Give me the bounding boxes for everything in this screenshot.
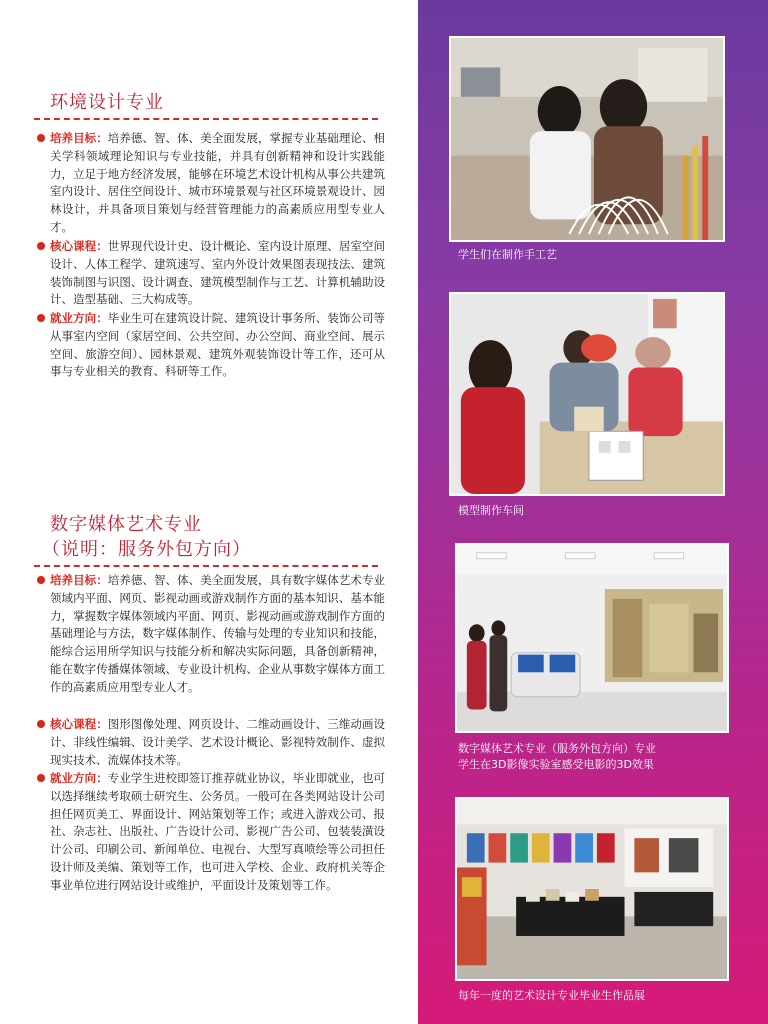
- career-label: 就业方向：: [50, 771, 108, 785]
- dashed-divider: [34, 118, 378, 120]
- goal-text: 培养德、智、体、美全面发展，具有数字媒体艺术专业领域内平面、网页、影视动画或游戏制作方面的基本知识、基本能力，掌握数字媒体领域内平面、网页、影视动画或游戏制作方面的基础理论与方法，数字媒体制作、传输与处理的专业知识和技能，能综合运用所学知识与技能分析和解决实际问题，具备创新精神，能在数字传播媒体领域、专业设计机构、企业从事数字媒体方面工作的高素质应用型专业人才。: [50, 573, 386, 694]
- career-text: 毕业生可在建筑设计院、建筑设计事务所、装饰公司等从事室内空间（家居空间、公共空间、办公空间、商业空间、展示空间、旅游空间）、园林景观、建筑外观装饰设计等工作，还可从事与专业相关的教育、科研等工作。: [50, 311, 386, 379]
- dashed-divider: [34, 565, 378, 567]
- bullet-dot: [37, 576, 45, 584]
- photo-3d-lab-image: [457, 545, 727, 731]
- career-label: 就业方向：: [50, 311, 108, 325]
- bullet-dot: [37, 774, 45, 782]
- course-label: 核心课程：: [50, 717, 108, 731]
- photo-3d-lab: [455, 543, 729, 733]
- career-text: 专业学生进校即签订推荐就业协议，毕业即就业，也可以选择继续考取硕士研究生、公务员。一般可在各类网站设计公司担任网页美工、界面设计、网站策划等工作；或进入游戏公司、报社、杂志社、出版社、广告设计公司、影视广告公司、包装装潢设计公司、印刷公司、新闻单位、电视台、大型写真喷绘等公司担任设计师及美编、策划等工作，也可进入学校、企业、政府机关等企事业单位进行网站设计或维护，平面设计及策划等工作。: [50, 771, 386, 892]
- photo-graduation-exhibition: [455, 797, 729, 981]
- dm-course-paragraph: [50, 716, 385, 769]
- photo-exhibition-image: [457, 799, 727, 979]
- photo-model-workshop: [449, 292, 725, 496]
- bullet-dot: [37, 720, 45, 728]
- goal-label: 培养目标：: [50, 131, 108, 145]
- bullet-dot: [37, 134, 45, 142]
- photo-crafting-image: [451, 38, 723, 240]
- photo-students-crafting: [449, 36, 725, 242]
- section-title-environment-design: 环境设计专业: [50, 92, 164, 113]
- caption-students-crafting: 学生们在制作手工艺: [458, 248, 557, 261]
- caption-model-workshop: 模型制作车间: [458, 504, 524, 517]
- section-title-digital-media: 数字媒体艺术专业: [50, 514, 202, 535]
- bullet-dot: [37, 242, 45, 250]
- goal-text: 培养德、智、体、美全面发展，掌握专业基础理论、相关学科领域理论知识与专业技能，并具有创新精神和设计实践能力，立足于地方经济发展，能够在环境艺术设计机构从事公共建筑室内设计、居住空间设计、城市环境景观与社区环境景观设计、园林设计，并具备项目策划与经营管理能力的高素质应用型专业人才。: [50, 131, 386, 234]
- course-text: 世界现代设计史、设计概论、室内设计原理、居室空间设计、人体工程学、建筑速写、室内外设计效果图表现技法、建筑装饰制图与识图、设计调查、建筑模型制作与工艺、计算机辅助设计、造型基础、三大构成等。: [50, 239, 386, 307]
- goal-label: 培养目标：: [50, 573, 108, 587]
- caption-3d-lab-line1: 数字媒体艺术专业（服务外包方向）专业: [458, 742, 656, 755]
- env-career-paragraph: [50, 310, 385, 381]
- photo-workshop-image: [451, 294, 723, 494]
- course-label: 核心课程：: [50, 239, 108, 253]
- course-text: 图形图像处理、网页设计、二维动画设计、三维动画设计、非线性编辑、设计美学、艺术设计概论、影视特效制作、虚拟现实技术、流媒体技术等。: [50, 717, 386, 767]
- caption-graduation-exhibition: 每年一度的艺术设计专业毕业生作品展: [458, 989, 645, 1002]
- env-course-paragraph: [50, 238, 385, 309]
- dm-career-paragraph: [50, 770, 385, 895]
- section-subtitle-outsourcing: （说明：服务外包方向）: [42, 539, 251, 560]
- caption-3d-lab-line2: 学生在3D影像实验室感受电影的3D效果: [458, 758, 654, 771]
- photo-panel: [418, 0, 768, 1024]
- bullet-dot: [37, 314, 45, 322]
- env-goal-paragraph: [50, 130, 385, 237]
- dm-goal-paragraph: [50, 572, 385, 697]
